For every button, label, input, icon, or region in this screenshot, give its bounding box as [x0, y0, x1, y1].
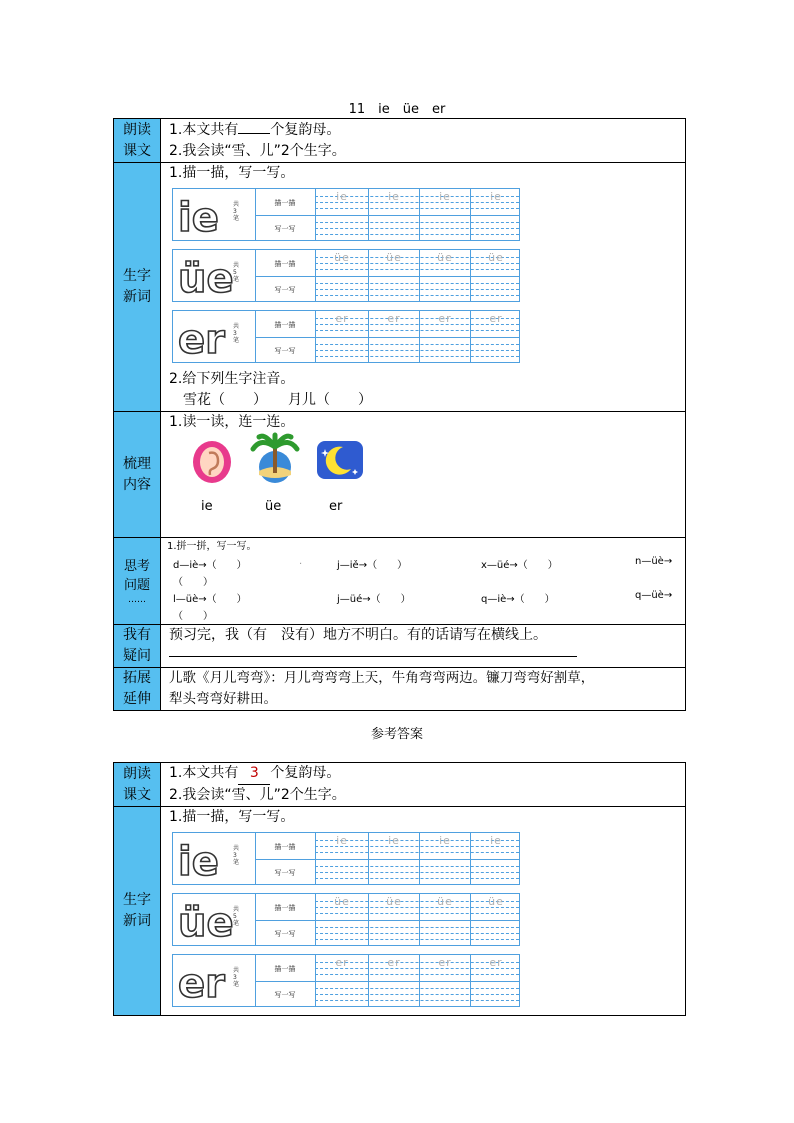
trace-letter[interactable]: üe [488, 895, 504, 908]
trace-letter[interactable]: üe [386, 251, 402, 264]
four-line-rule [315, 913, 519, 914]
trace-letter[interactable]: er [438, 956, 452, 969]
trace-letter[interactable]: üe [437, 895, 453, 908]
answer-label-reading: 朗读 课文 [114, 763, 161, 807]
trace-letter[interactable]: üe [386, 895, 402, 908]
trace-letter[interactable]: er [438, 312, 452, 325]
trace-label: 描一描 [274, 199, 296, 207]
write-cell[interactable] [369, 216, 419, 240]
write-cell[interactable] [420, 921, 470, 945]
answer-grid-1 [172, 893, 520, 946]
write-cell[interactable] [369, 982, 419, 1006]
trace-letter[interactable]: er [387, 956, 401, 969]
pinyin-ue[interactable]: üe [265, 499, 282, 514]
four-line-rule [315, 974, 519, 975]
trace-letter[interactable]: ie [439, 190, 451, 203]
write-cell[interactable] [369, 921, 419, 945]
main-grid-2 [172, 310, 520, 363]
think-row2-cont: （ ） [173, 611, 213, 622]
stroke-count: 共3笔 [233, 201, 240, 222]
trace-letter[interactable]: üe [488, 251, 504, 264]
write-label: 写一写 [274, 286, 296, 294]
answer-grid-0 [172, 832, 520, 885]
trace-letter[interactable]: er [489, 956, 503, 969]
stroke-count: 共5笔 [233, 262, 240, 283]
outline-letter-1 [177, 896, 234, 946]
svg-text:üe: üe [178, 900, 234, 946]
write-cell[interactable] [420, 860, 470, 884]
four-line-rule [315, 208, 519, 209]
write-label: 写一写 [274, 930, 296, 938]
write-cell[interactable] [369, 338, 419, 362]
write-cell[interactable] [369, 860, 419, 884]
think-row2: l—üè→（ ） j—üé→（ ） q—iè→（ ） q—üè→ [173, 590, 673, 605]
outline-letter-0 [177, 191, 227, 239]
four-line-rule [315, 269, 519, 270]
write-cell[interactable] [471, 982, 521, 1006]
four-line-rule [315, 330, 519, 331]
think-row1-cont: （ ） [173, 577, 213, 588]
new-words-q2: 2.给下列生字注音。 [169, 371, 295, 387]
trace-letter[interactable]: er [489, 312, 503, 325]
write-cell[interactable] [369, 277, 419, 301]
trace-letter[interactable]: ie [336, 190, 348, 203]
extend-line1: 儿歌《月儿弯弯》：月儿弯弯弯上天，牛角弯弯两边。镰刀弯弯好割草， [169, 670, 595, 686]
pinyin-row [169, 493, 685, 513]
write-cell[interactable] [317, 921, 367, 945]
write-cell[interactable] [317, 216, 367, 240]
svg-text:er: er [178, 317, 225, 363]
label-reading: 朗读 课文 [114, 119, 161, 163]
sort-q1: 1.读一读，连一连。 [169, 414, 295, 430]
trace-label: 描一描 [274, 904, 296, 912]
write-cell[interactable] [317, 982, 367, 1006]
trace-letter[interactable]: üe [334, 895, 350, 908]
write-cell[interactable] [420, 277, 470, 301]
label-doubt: 我有 疑问 [114, 625, 161, 668]
trace-letter[interactable]: er [335, 956, 349, 969]
write-cell[interactable] [471, 338, 521, 362]
trace-letter[interactable]: ie [439, 834, 451, 847]
pinyin-er[interactable]: er [329, 499, 343, 514]
coconut-tree-icon[interactable] [251, 433, 299, 485]
trace-label: 描一描 [274, 843, 296, 851]
trace-letter[interactable]: ie [336, 834, 348, 847]
write-cell[interactable] [420, 216, 470, 240]
stroke-count: 共3笔 [233, 967, 240, 988]
answer-reading-line1: 1.本文共有 3 个复韵母。 [169, 763, 685, 785]
think-row1: d—iè→（ ） . j—iě→（ ） x—üé→（ ） n—üè→ [173, 556, 673, 571]
reading-line2: 2.我会读“雪、儿”2个生字。 [169, 143, 346, 159]
trace-letter[interactable]: er [335, 312, 349, 325]
trace-letter[interactable]: ie [388, 190, 400, 203]
write-cell[interactable] [471, 277, 521, 301]
label-sort: 梳理 内容 [114, 412, 161, 538]
extend-line2: 犁头弯弯好耕田。 [169, 691, 277, 707]
svg-text:ie: ie [178, 839, 219, 885]
doubt-answer-line[interactable] [169, 656, 577, 657]
pinyin-ie[interactable]: ie [201, 499, 213, 514]
new-words-q2-items: 雪花（ ） 月儿（ ） [183, 392, 372, 408]
answer-reading-line2: 2.我会读“雪、儿”2个生字。 [169, 787, 346, 803]
trace-label: 描一描 [274, 260, 296, 268]
label-think: 思考 问题 …… [114, 538, 161, 625]
outline-letter-2 [177, 313, 227, 361]
stroke-count: 共5笔 [233, 906, 240, 927]
write-label: 写一写 [274, 869, 296, 877]
label-extend: 拓展 延伸 [114, 668, 161, 711]
svg-text:er: er [178, 961, 225, 1007]
write-cell[interactable] [317, 277, 367, 301]
write-cell[interactable] [420, 982, 470, 1006]
write-cell[interactable] [420, 338, 470, 362]
trace-letter[interactable]: ie [490, 190, 502, 203]
stroke-count: 共3笔 [233, 323, 240, 344]
worksheet-title: 11 ie üe er [348, 102, 446, 117]
answer-table [113, 762, 686, 1016]
trace-letter[interactable]: üe [437, 251, 453, 264]
svg-text:üe: üe [178, 256, 234, 302]
new-words-q1: 1.描一描，写一写。 [169, 165, 295, 181]
moon-icon[interactable] [315, 439, 365, 481]
trace-label: 描一描 [274, 965, 296, 973]
reading-line1: 1.本文共有 个复韵母。 [169, 119, 685, 141]
write-cell[interactable] [317, 860, 367, 884]
answer-new-words-q1: 1.描一描，写一写。 [169, 809, 295, 825]
trace-letter[interactable]: üe [334, 251, 350, 264]
outline-letter-0 [177, 835, 227, 883]
write-label: 写一写 [274, 991, 296, 999]
picture-row [169, 433, 685, 493]
answer-value: 3 [238, 763, 270, 785]
trace-letter[interactable]: ie [388, 834, 400, 847]
trace-letter[interactable]: er [387, 312, 401, 325]
ear-icon[interactable] [191, 439, 233, 485]
main-grid-1 [172, 249, 520, 302]
label-new-words: 生字 新词 [114, 163, 161, 412]
answer-label-new-words: 生字 新词 [114, 807, 161, 1016]
write-cell[interactable] [471, 216, 521, 240]
stroke-count: 共3笔 [233, 845, 240, 866]
write-cell[interactable] [471, 921, 521, 945]
main-grid-0 [172, 188, 520, 241]
doubt-text: 预习完，我（有 没有）地方不明白。有的话请写在横线上。 [169, 627, 547, 643]
write-label: 写一写 [274, 225, 296, 233]
answer-grid-2 [172, 954, 520, 1007]
write-cell[interactable] [317, 338, 367, 362]
trace-label: 描一描 [274, 321, 296, 329]
answer-key-title: 参考答案 [370, 727, 423, 742]
svg-text:ie: ie [178, 195, 219, 241]
writing-grids [169, 188, 685, 363]
think-q1: 1.拼一拼，写一写。 [167, 541, 257, 552]
outline-letter-1 [177, 252, 234, 302]
four-line-rule [315, 852, 519, 853]
worksheet-table [113, 118, 686, 711]
write-label: 写一写 [274, 347, 296, 355]
trace-letter[interactable]: ie [490, 834, 502, 847]
outline-letter-2 [177, 957, 227, 1005]
answer-writing-grids [169, 832, 685, 1007]
write-cell[interactable] [471, 860, 521, 884]
answer-blank[interactable] [238, 119, 270, 134]
